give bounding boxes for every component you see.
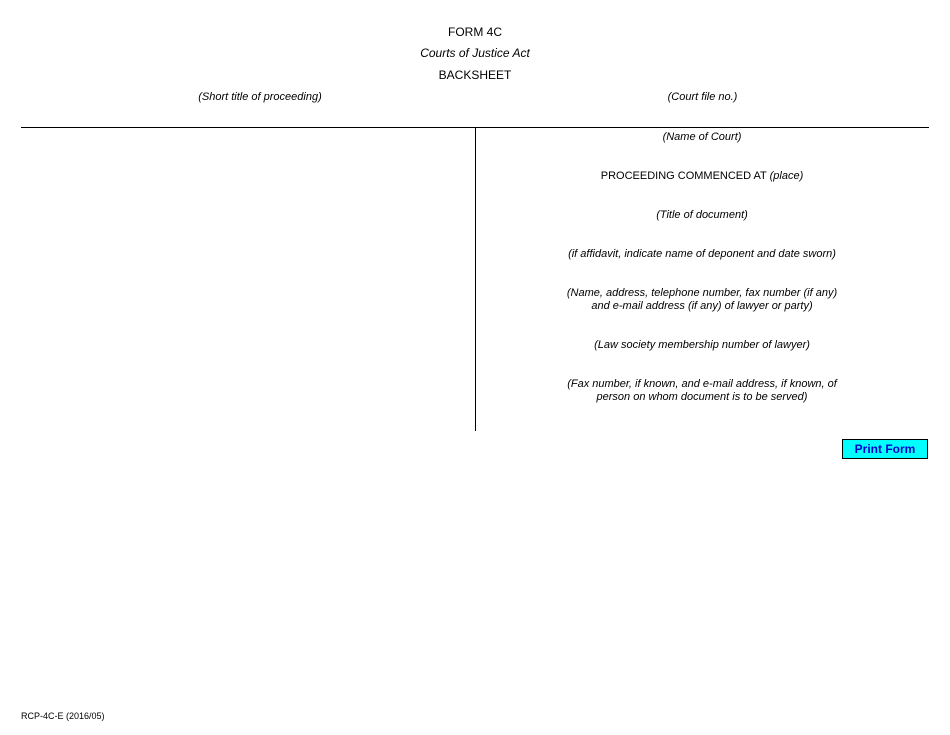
name-of-court-field[interactable]: (Name of Court) — [662, 131, 742, 143]
served-party-contact-line-2: person on whom document is to be served) — [596, 391, 808, 403]
act-name: Courts of Justice Act — [420, 46, 530, 60]
law-society-number-field[interactable]: (Law society membership number of lawyer) — [594, 339, 810, 351]
lawyer-contact-line-1: (Name, address, telephone number, fax number (if any) — [566, 287, 838, 299]
title-of-document-field[interactable]: (Title of document) — [656, 209, 748, 221]
vertical-divider — [475, 127, 476, 431]
court-file-number-field[interactable]: (Court file no.) — [667, 91, 738, 103]
form-number: FORM 4C — [448, 25, 502, 39]
print-form-button[interactable]: Print Form — [842, 439, 928, 459]
served-party-contact-field[interactable] — [477, 378, 927, 404]
place-label: (place) — [769, 170, 804, 182]
proceeding-commenced-field[interactable] — [477, 170, 927, 183]
proceeding-commenced-label: PROCEEDING COMMENCED AT — [600, 170, 767, 182]
lawyer-contact-line-2: and e-mail address (if any) of lawyer or party) — [591, 300, 813, 312]
served-party-contact-line-1: (Fax number, if known, and e-mail address, if known, of — [567, 378, 837, 390]
form-code: RCP-4C-E (2016/05) — [21, 711, 105, 721]
short-title-field[interactable]: (Short title of proceeding) — [198, 91, 322, 103]
lawyer-contact-field[interactable] — [477, 287, 927, 313]
affidavit-note-field[interactable]: (if affidavit, indicate name of deponent and date sworn) — [568, 248, 836, 260]
document-heading: BACKSHEET — [438, 68, 512, 82]
